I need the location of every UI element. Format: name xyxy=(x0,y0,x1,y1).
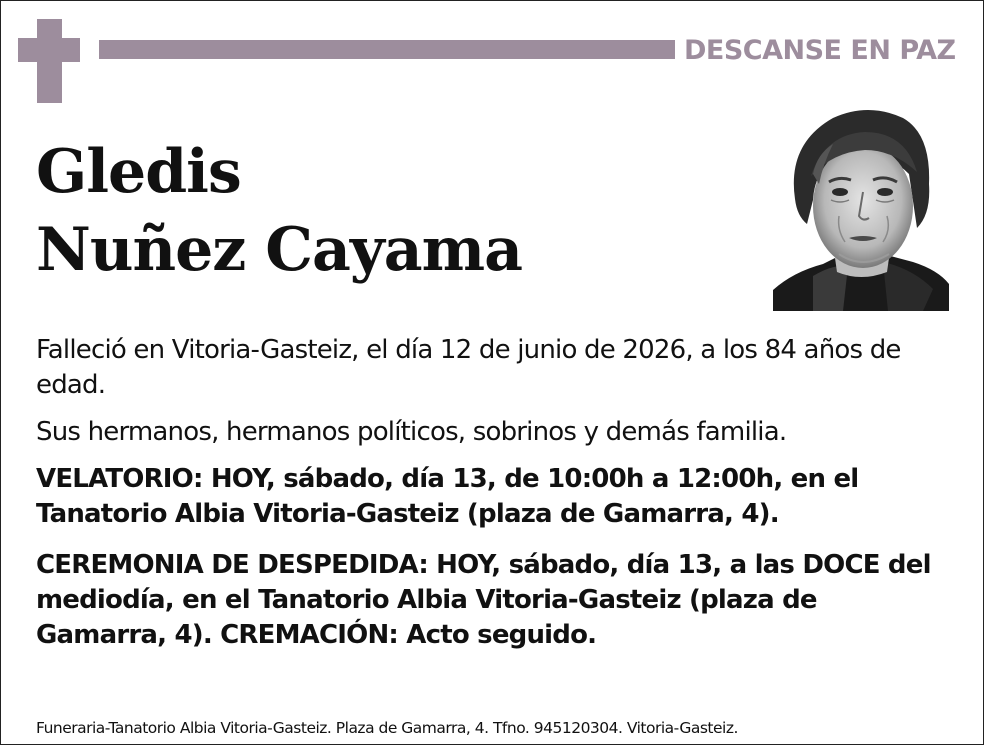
death-notice-text: Falleció en Vitoria-Gasteiz, el día 12 de junio de 2026, a los 84 años de edad. xyxy=(36,335,901,400)
header-label: DESCANSE EN PAZ xyxy=(684,35,956,66)
portrait-illustration xyxy=(773,104,949,311)
deceased-first-name: Gledis xyxy=(36,137,241,207)
deceased-name xyxy=(36,133,522,289)
portrait-photo xyxy=(773,104,949,311)
ceremony-text: CEREMONIA DE DESPEDIDA: HOY, sábado, día 13, a las DOCE del mediodía, en el Tanatorio Albia Vitoria-Gasteiz (plaza de Gamarra, 4). CREMACIÓN: Acto seguido. xyxy=(36,550,931,650)
cross-icon-horizontal-arm xyxy=(18,38,80,62)
family-text: Sus hermanos, hermanos políticos, sobrinos y demás familia. xyxy=(36,417,787,447)
deceased-surname: Nuñez Cayama xyxy=(36,215,522,285)
header-bar xyxy=(99,40,675,59)
funeral-home-footer: Funeraria-Tanatorio Albia Vitoria-Gasteiz. Plaza de Gamarra, 4. Tfno. 945120304. Vitoria-Gasteiz. xyxy=(36,719,738,737)
wake-text: VELATORIO: HOY, sábado, día 13, de 10:00h a 12:00h, en el Tanatorio Albia Vitoria-Gasteiz (plaza de Gamarra, 4). xyxy=(36,464,859,529)
